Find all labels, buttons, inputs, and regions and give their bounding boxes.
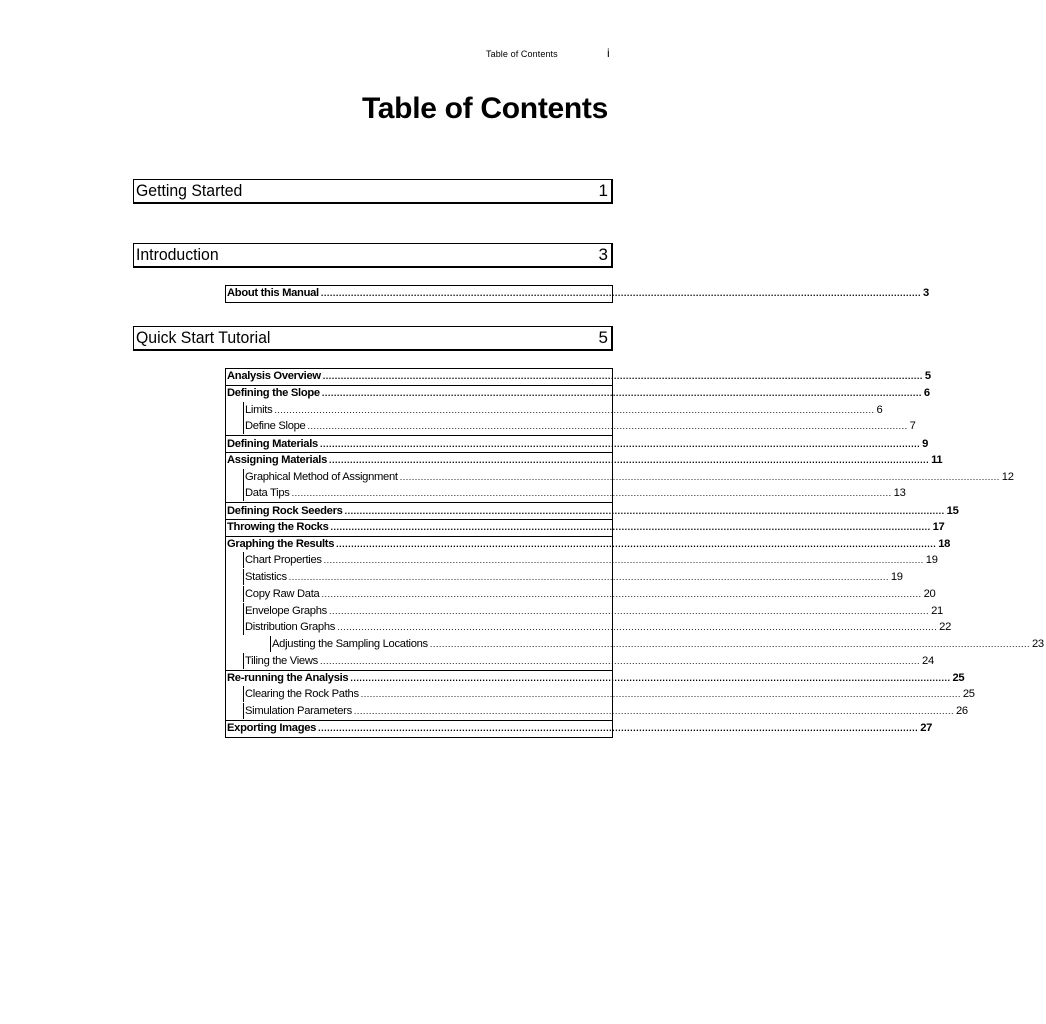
toc-entry-page: 11 bbox=[931, 454, 943, 467]
toc-dot-leader: ........................................................................................................................................................................................................ bbox=[321, 388, 922, 399]
toc-entry-page: 13 bbox=[893, 487, 906, 500]
toc-dot-leader: ........................................................................................................................................................................................................ bbox=[336, 539, 937, 549]
toc-entry-label: Tiling the Views bbox=[245, 654, 318, 667]
toc-dot-leader: ........................................................................................................................................................................................................ bbox=[330, 522, 931, 533]
toc-entry-label: Graphical Method of Assignment bbox=[245, 470, 398, 483]
toc-entry-label: Envelope Graphs bbox=[245, 604, 327, 617]
toc-dot-leader: ........................................................................................................................................................................................................ bbox=[328, 605, 930, 616]
toc-entry-label: Limits bbox=[245, 403, 273, 416]
toc-dot-leader: ........................................................................................................................................................................................................ bbox=[274, 404, 875, 415]
toc-dot-leader: ........................................................................................................................................................................................................ bbox=[320, 288, 921, 298]
section-label: Getting Started bbox=[136, 181, 243, 200]
toc-entry-page: 7 bbox=[909, 420, 916, 433]
toc-entry[interactable] bbox=[243, 586, 936, 602]
toc-dot-leader: ........................................................................................................................................................................................................ bbox=[353, 706, 954, 716]
toc-dot-leader: ........................................................................................................................................................................................................ bbox=[429, 639, 1030, 649]
toc-entry[interactable] bbox=[225, 385, 930, 401]
toc-entry[interactable] bbox=[225, 670, 965, 686]
toc-entry-page: 9 bbox=[922, 437, 929, 450]
toc-entry-label: Analysis Overview bbox=[227, 370, 321, 382]
toc-section-quick-start-tutorial[interactable] bbox=[133, 326, 613, 351]
toc-dot-leader: ........................................................................................................................................................................................................ bbox=[318, 723, 919, 734]
toc-entry-label: Defining Materials bbox=[227, 437, 318, 450]
toc-dot-leader: ........................................................................................................................................................................................................ bbox=[319, 655, 921, 666]
toc-entry[interactable] bbox=[225, 435, 929, 451]
running-header-title: Table of Contents bbox=[486, 49, 558, 59]
toc-entry[interactable] bbox=[243, 418, 916, 434]
toc-entry-page: 27 bbox=[920, 722, 933, 735]
toc-dot-leader: ........................................................................................................................................................................................................ bbox=[321, 588, 922, 599]
section-page: 1 bbox=[598, 181, 608, 200]
toc-dot-leader: ........................................................................................................................................................................................................ bbox=[323, 555, 924, 566]
toc-entry-label: About this Manual bbox=[227, 287, 319, 299]
toc-dot-leader: ........................................................................................................................................................................................................ bbox=[337, 622, 938, 633]
toc-entry[interactable] bbox=[225, 502, 959, 518]
toc-entry[interactable] bbox=[243, 469, 1014, 485]
toc-entry[interactable] bbox=[243, 569, 903, 585]
toc-entry-label: Adjusting the Sampling Locations bbox=[272, 638, 428, 650]
toc-entry-page: 3 bbox=[922, 287, 929, 299]
toc-entry-label: Throwing the Rocks bbox=[227, 521, 329, 534]
toc-entry-page: 17 bbox=[932, 521, 945, 534]
toc-entry[interactable] bbox=[243, 653, 934, 669]
toc-entry-label: Graphing the Results bbox=[227, 538, 335, 550]
toc-dot-leader: ........................................................................................................................................................................................................ bbox=[319, 438, 921, 449]
toc-entry-page: 25 bbox=[962, 688, 975, 701]
toc-entry[interactable] bbox=[225, 519, 945, 535]
section-page: 5 bbox=[598, 328, 608, 347]
toc-dot-leader: ........................................................................................................................................................................................................ bbox=[360, 689, 961, 700]
toc-entry-label: Data Tips bbox=[245, 487, 290, 500]
toc-dot-leader: ........................................................................................................................................................................................................ bbox=[291, 488, 892, 499]
toc-entry-page: 12 bbox=[1001, 470, 1014, 483]
toc-dot-leader: ........................................................................................................................................................................................................ bbox=[399, 471, 1000, 482]
toc-entry-page: 6 bbox=[876, 403, 883, 416]
toc-dot-leader: ........................................................................................................................................................................................................ bbox=[307, 421, 908, 432]
toc-dot-leader: ........................................................................................................................................................................................................ bbox=[350, 673, 951, 683]
toc-entry-page: 21 bbox=[931, 604, 943, 617]
toc-entry-page: 26 bbox=[955, 705, 968, 717]
section-label: Quick Start Tutorial bbox=[136, 328, 271, 347]
toc-section-introduction[interactable] bbox=[133, 243, 613, 268]
page-title: Table of Contents bbox=[361, 92, 608, 125]
toc-entry-page: 25 bbox=[952, 672, 965, 684]
section-label: Introduction bbox=[136, 245, 219, 264]
toc-section-getting-started[interactable] bbox=[133, 179, 613, 204]
toc-entry-page: 18 bbox=[938, 538, 951, 550]
toc-entry[interactable] bbox=[243, 686, 975, 702]
toc-entry-label: Defining the Slope bbox=[227, 387, 320, 400]
toc-entry[interactable] bbox=[243, 703, 968, 719]
toc-dot-leader: ........................................................................................................................................................................................................ bbox=[288, 572, 889, 582]
toc-entry-label: Re-running the Analysis bbox=[227, 672, 349, 684]
toc-entry-label: Defining Rock Seeders bbox=[227, 504, 343, 517]
toc-dot-leader: ........................................................................................................................................................................................................ bbox=[344, 505, 945, 516]
section-page: 3 bbox=[598, 245, 608, 264]
toc-entry-label: Exporting Images bbox=[227, 722, 317, 735]
toc-entry[interactable] bbox=[243, 619, 952, 635]
running-header-page-number: i bbox=[607, 46, 610, 60]
toc-entry-page: 20 bbox=[923, 587, 936, 600]
toc-entry-label: Simulation Parameters bbox=[245, 705, 352, 717]
toc-dot-leader: ........................................................................................................................................................................................................ bbox=[322, 371, 923, 381]
toc-entry[interactable] bbox=[225, 720, 933, 736]
toc-entry-page: 6 bbox=[923, 387, 930, 400]
toc-entry[interactable] bbox=[243, 552, 938, 568]
toc-entry-label: Statistics bbox=[245, 571, 287, 583]
toc-entry[interactable] bbox=[225, 452, 943, 468]
toc-entry-page: 23 bbox=[1031, 638, 1044, 650]
toc-entry-label: Assigning Materials bbox=[227, 454, 327, 467]
toc-entry-label: Define Slope bbox=[245, 420, 306, 433]
toc-entry-page: 15 bbox=[946, 504, 959, 517]
toc-entry-page: 19 bbox=[925, 554, 938, 567]
toc-dot-leader: ........................................................................................................................................................................................................ bbox=[329, 455, 930, 466]
toc-entry-page: 22 bbox=[939, 621, 952, 634]
toc-entry-page: 24 bbox=[922, 654, 934, 667]
toc-entry-page: 19 bbox=[890, 571, 903, 583]
toc-entry-label: Distribution Graphs bbox=[245, 621, 336, 634]
toc-entry-label: Copy Raw Data bbox=[245, 587, 320, 600]
toc-entry-label: Clearing the Rock Paths bbox=[245, 688, 359, 701]
toc-entry[interactable] bbox=[225, 368, 931, 384]
toc-entry[interactable] bbox=[225, 536, 951, 552]
toc-entry-page: 5 bbox=[924, 370, 931, 382]
toc-entry-label: Chart Properties bbox=[245, 554, 322, 567]
toc-entry[interactable] bbox=[243, 603, 943, 619]
toc-entry[interactable] bbox=[243, 402, 883, 418]
toc-entry[interactable] bbox=[270, 636, 1044, 652]
toc-entry[interactable] bbox=[243, 485, 906, 501]
toc-entry[interactable] bbox=[225, 285, 929, 301]
